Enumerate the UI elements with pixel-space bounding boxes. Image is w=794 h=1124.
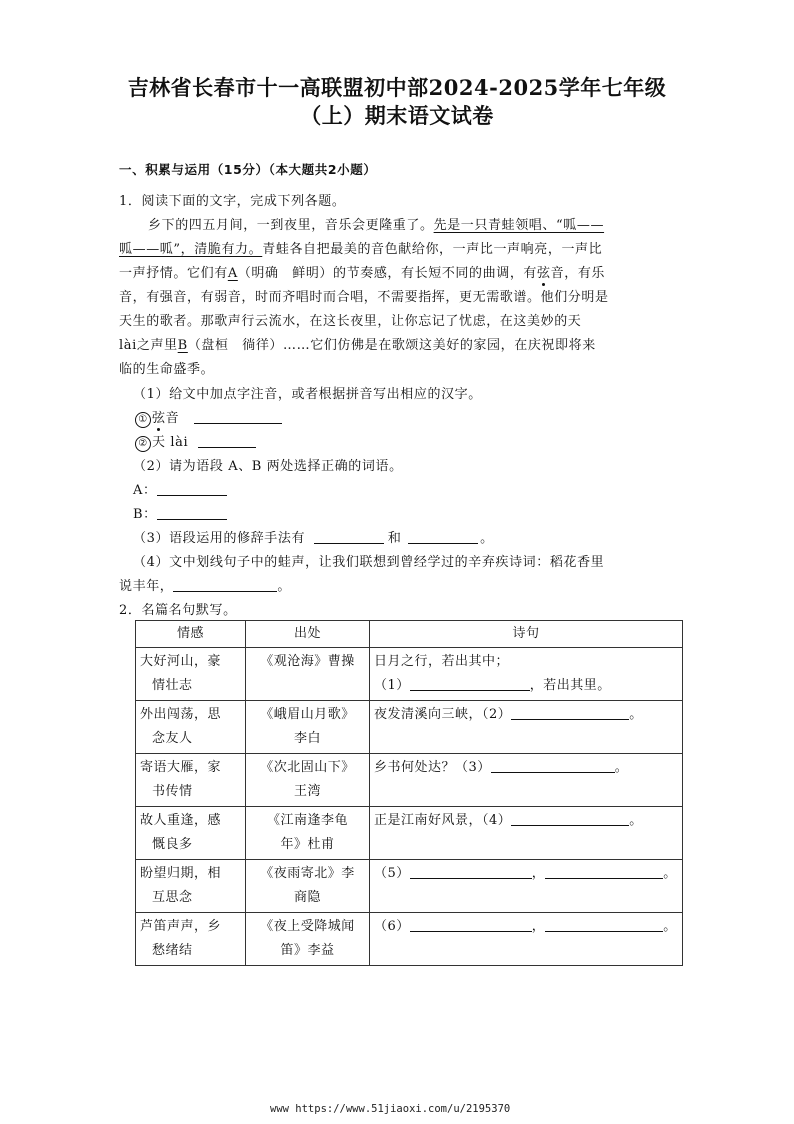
blank-marker-a: A — [227, 266, 238, 281]
passage-line-3: 一声抒情。它们有A（明确 鲜明）的节奏感，有长短不同的曲调，有弦音，有乐 — [119, 266, 606, 281]
answer-blank[interactable] — [194, 410, 282, 424]
sub-question-1-a: ① 弦音 — [135, 407, 282, 428]
exam-title-line2: （上）期末语文试卷 — [300, 103, 494, 128]
header-emotion: 情感 — [136, 621, 246, 648]
emotion-cell: 寄语大雁，家 书传情 — [136, 754, 246, 807]
passage-line-2: 呱——呱”，清脆有力。青蛙各自把最美的音色献给你，一声比一声响亮，一声比 — [119, 242, 603, 257]
header-line: 诗句 — [370, 621, 683, 648]
q2-stem: 2．名篇名句默写。 — [119, 603, 237, 618]
table-row — [136, 807, 683, 860]
section-heading: 一、积累与运用（15分）（本大题共2小题） — [119, 162, 377, 177]
answer-blank[interactable] — [410, 865, 532, 879]
answer-blank[interactable] — [157, 482, 227, 496]
exam-title-line1: 吉林省长春市十一高联盟初中部2024-2025学年七年级 — [127, 75, 667, 100]
circled-number-1: ① — [135, 412, 151, 428]
answer-blank[interactable] — [491, 759, 615, 773]
answer-blank[interactable] — [408, 530, 478, 544]
source-cell: 《观沧海》曹操 — [246, 648, 370, 701]
line-cell: （6） ， 。 — [370, 913, 683, 966]
emotion-cell: 大好河山，豪 情壮志 — [136, 648, 246, 701]
sub-question-2-a: A： — [133, 479, 227, 498]
passage-line-7: 临的生命盛季。 — [119, 362, 215, 377]
underlined-sentence: 先是一只青蛙领唱、“呱—— — [433, 218, 605, 233]
source-cell: 《夜雨寄北》李 商隐 — [246, 860, 370, 913]
passage-line-1: 乡下的四五月间，一到夜里，音乐会更隆重了。先是一只青蛙领唱、“呱—— — [148, 218, 605, 233]
line-cell: 日月之行，若出其中； （1） ，若出其里。 — [370, 648, 683, 701]
source-cell: 《江南逢李龟 年》杜甫 — [246, 807, 370, 860]
source-cell: 《峨眉山月歌》 李白 — [246, 701, 370, 754]
passage-line-5: 天生的歌者。那歌声行云流水，在这长夜里，让你忘记了忧虑，在这美妙的天 — [119, 314, 582, 329]
answer-blank[interactable] — [198, 434, 256, 448]
answer-blank[interactable] — [314, 530, 384, 544]
line-cell: 夜发清溪向三峡，（2） 。 — [370, 701, 683, 754]
emotion-cell: 芦笛声声，乡 愁绪结 — [136, 913, 246, 966]
sub-question-1: （1）给文中加点字注音，或者根据拼音写出相应的汉字。 — [133, 387, 482, 402]
underlined-sentence-cont: 呱——呱”，清脆有力。 — [119, 242, 263, 257]
emotion-cell: 外出闯荡，思 念友人 — [136, 701, 246, 754]
line-cell: （5） ， 。 — [370, 860, 683, 913]
answer-blank[interactable] — [157, 506, 227, 520]
emotion-cell: 盼望归期，相 互思念 — [136, 860, 246, 913]
footer-watermark-link[interactable]: www https://www.51jiaoxi.com/u/2195370 — [270, 1103, 511, 1115]
passage-line-4: 音，有强音，有弱音，时而齐唱时而合唱，不需要指挥，更无需歌谱。他们分明是 — [119, 290, 609, 305]
header-source: 出处 — [246, 621, 370, 648]
sub-question-1-b: ② 天 lài — [135, 431, 256, 452]
sub-question-4: （4）文中划线句子中的蛙声，让我们联想到曾经学过的辛弃疾诗词：稻花香里 — [133, 555, 605, 570]
sub-question-3: （3）语段运用的修辞手法有 和 。 — [133, 531, 494, 546]
circled-number-2: ② — [135, 436, 151, 452]
table-row — [136, 913, 683, 966]
sub-question-4-cont: 说丰年， 。 — [119, 579, 292, 594]
answer-blank[interactable] — [410, 918, 532, 932]
answer-blank[interactable] — [545, 918, 663, 932]
table-row — [136, 754, 683, 807]
answer-blank[interactable] — [545, 865, 663, 879]
blank-marker-b: B — [177, 338, 188, 353]
emotion-cell: 故人重逢，感 慨良多 — [136, 807, 246, 860]
answer-blank[interactable] — [511, 812, 629, 826]
table-row — [136, 701, 683, 754]
dotted-char-xian: 弦 — [537, 266, 551, 281]
table-row — [136, 648, 683, 701]
sub-question-2: （2）请为语段 A、B 两处选择正确的词语。 — [133, 459, 403, 474]
poem-table — [135, 620, 683, 966]
answer-blank[interactable] — [410, 677, 530, 691]
passage-line-6: lài之声里B（盘桓 徜徉）……它们仿佛是在歌颂这美好的家园，在庆祝即将来 — [119, 338, 596, 353]
source-cell: 《次北固山下》 王湾 — [246, 754, 370, 807]
table-header-row — [136, 621, 683, 648]
source-cell: 《夜上受降城闻 笛》李益 — [246, 913, 370, 966]
line-cell: 正是江南好风景，（4） 。 — [370, 807, 683, 860]
answer-blank[interactable] — [511, 706, 629, 720]
q1-stem: 1．阅读下面的文字，完成下列各题。 — [119, 194, 346, 209]
line-cell: 乡书何处达？（3） 。 — [370, 754, 683, 807]
answer-blank[interactable] — [173, 578, 277, 592]
sub-question-2-b: B： — [133, 503, 227, 522]
table-row — [136, 860, 683, 913]
